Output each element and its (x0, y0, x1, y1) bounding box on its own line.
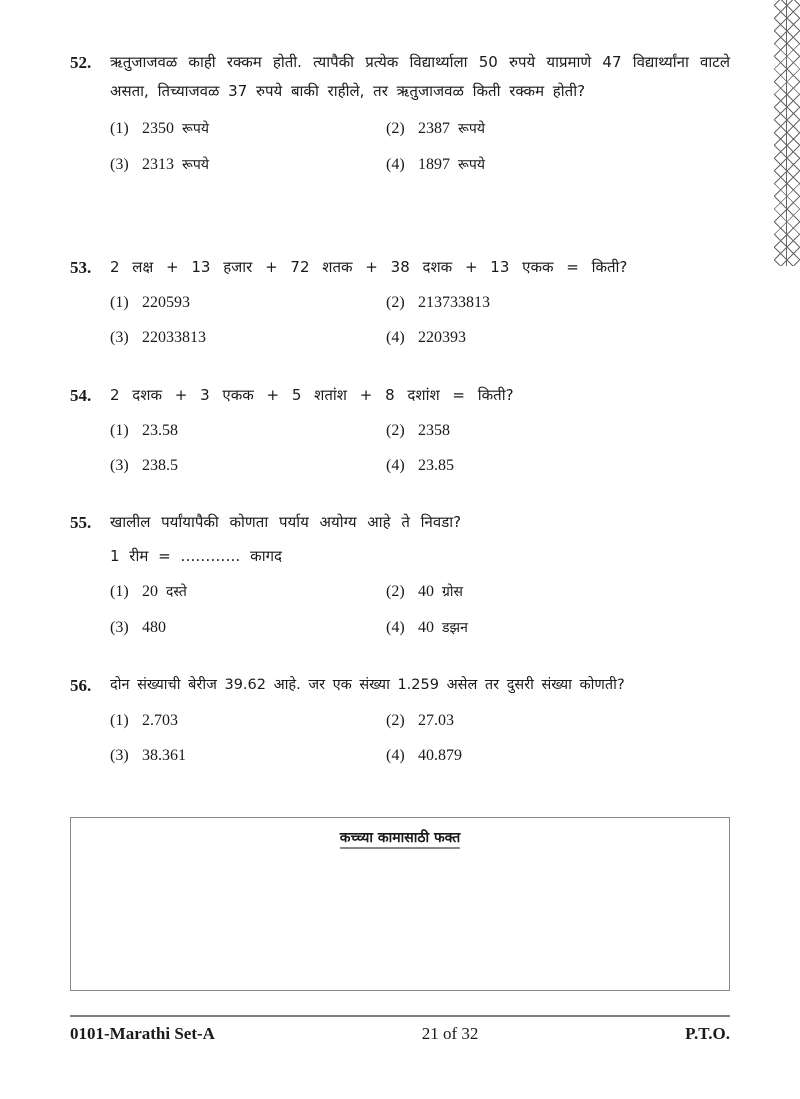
option-value: 238.5 (142, 457, 178, 474)
option-3[interactable] (110, 451, 386, 480)
question-text: 2 दशक + 3 एकक + 5 शतांश + 8 दशांश = किती? (110, 386, 514, 404)
paper-code: 0101-Marathi Set-A (70, 1024, 215, 1043)
option-value: 220393 (418, 329, 466, 346)
question-56 (70, 671, 730, 770)
footer-divider (70, 1015, 730, 1017)
option-value: 27.03 (418, 712, 454, 729)
option-number: (1) (110, 294, 129, 311)
option-value: 20 दस्ते (142, 583, 187, 600)
option-value: 40 ग्रोस (418, 583, 463, 600)
option-4[interactable] (386, 150, 662, 180)
question-number: 55. (70, 513, 92, 532)
option-3[interactable] (110, 150, 386, 180)
option-value: 40.879 (418, 747, 462, 764)
option-value: 1897 रूपये (418, 156, 485, 173)
option-number: (1) (110, 712, 129, 729)
question-53 (70, 253, 730, 352)
option-number: (3) (110, 457, 129, 474)
question-text: दोन संख्याची बेरीज 39.62 आहे. जर एक संख्या 1.259 असेल तर दुसरी संख्या कोणती? (110, 677, 625, 693)
question-number: 53. (70, 258, 92, 277)
rough-work-title: कच्च्या कामासाठी फक्त (71, 828, 729, 847)
question-number: 52. (70, 53, 92, 72)
options-grid (110, 706, 730, 770)
question-text: ऋतुजाजवळ काही रक्कम होती. त्यापैकी प्रत्येक विद्यार्थ्याला 50 रुपये याप्रमाणे 47 विद्यार्थ्यांना वाटले असता, तिच्याजवळ 37 रुपये बाकी राहीले, तर ऋतुजाजवळ किती रक्कम होती? (110, 53, 730, 100)
options-grid (110, 288, 730, 352)
options-grid (110, 577, 730, 643)
option-1[interactable] (110, 706, 386, 735)
option-value: 220593 (142, 294, 190, 311)
option-2[interactable] (386, 416, 662, 445)
options-grid (110, 114, 730, 180)
option-number: (3) (110, 329, 129, 346)
option-2[interactable] (386, 288, 662, 317)
question-54 (70, 381, 730, 480)
option-value: 2.703 (142, 712, 178, 729)
option-value: 2358 (418, 422, 450, 439)
question-52 (70, 48, 730, 180)
page-footer (70, 1024, 730, 1044)
option-number: (4) (386, 619, 405, 636)
question-text: खालील पर्यांयापैकी कोणता पर्याय अयोग्य आहे ते निवडा? (110, 513, 462, 531)
question-number: 54. (70, 386, 92, 405)
option-1[interactable] (110, 288, 386, 317)
option-value: 2350 रूपये (142, 120, 209, 137)
options-grid (110, 416, 730, 480)
option-1[interactable] (110, 416, 386, 445)
option-1[interactable] (110, 577, 386, 607)
option-number: (1) (110, 583, 129, 600)
question-number: 56. (70, 676, 92, 695)
option-2[interactable] (386, 114, 662, 144)
option-number: (4) (386, 747, 405, 764)
option-number: (1) (110, 422, 129, 439)
option-value: 22033813 (142, 329, 206, 346)
option-3[interactable] (110, 613, 386, 643)
option-2[interactable] (386, 577, 662, 607)
option-number: (4) (386, 329, 405, 346)
option-4[interactable] (386, 741, 662, 770)
option-number: (2) (386, 120, 405, 137)
decorative-border-strip (774, 0, 800, 266)
question-subline: 1 रीम = ………… कागद (110, 547, 282, 565)
page-number: 21 of 32 (421, 1024, 479, 1043)
option-value: 2387 रूपये (418, 120, 485, 137)
option-number: (2) (386, 294, 405, 311)
option-number: (2) (386, 712, 405, 729)
option-value: 38.361 (142, 747, 186, 764)
option-number: (2) (386, 583, 405, 600)
option-number: (4) (386, 457, 405, 474)
option-3[interactable] (110, 741, 386, 770)
question-text: 2 लक्ष + 13 हजार + 72 शतक + 38 दशक + 13 एकक = किती? (110, 258, 628, 276)
rough-work-box (70, 817, 730, 991)
option-2[interactable] (386, 706, 662, 735)
option-number: (4) (386, 156, 405, 173)
option-value: 2313 रूपये (142, 156, 209, 173)
option-4[interactable] (386, 613, 662, 643)
option-number: (2) (386, 422, 405, 439)
option-number: (3) (110, 156, 129, 173)
option-4[interactable] (386, 451, 662, 480)
please-turn-over: P.T.O. (685, 1024, 730, 1043)
option-value: 480 (142, 619, 166, 636)
question-55 (70, 508, 730, 643)
option-3[interactable] (110, 323, 386, 352)
option-number: (3) (110, 747, 129, 764)
option-value: 40 डझन (418, 619, 468, 636)
option-1[interactable] (110, 114, 386, 144)
option-value: 23.58 (142, 422, 178, 439)
option-number: (1) (110, 120, 129, 137)
option-number: (3) (110, 619, 129, 636)
option-4[interactable] (386, 323, 662, 352)
option-value: 213733813 (418, 294, 490, 311)
option-value: 23.85 (418, 457, 454, 474)
